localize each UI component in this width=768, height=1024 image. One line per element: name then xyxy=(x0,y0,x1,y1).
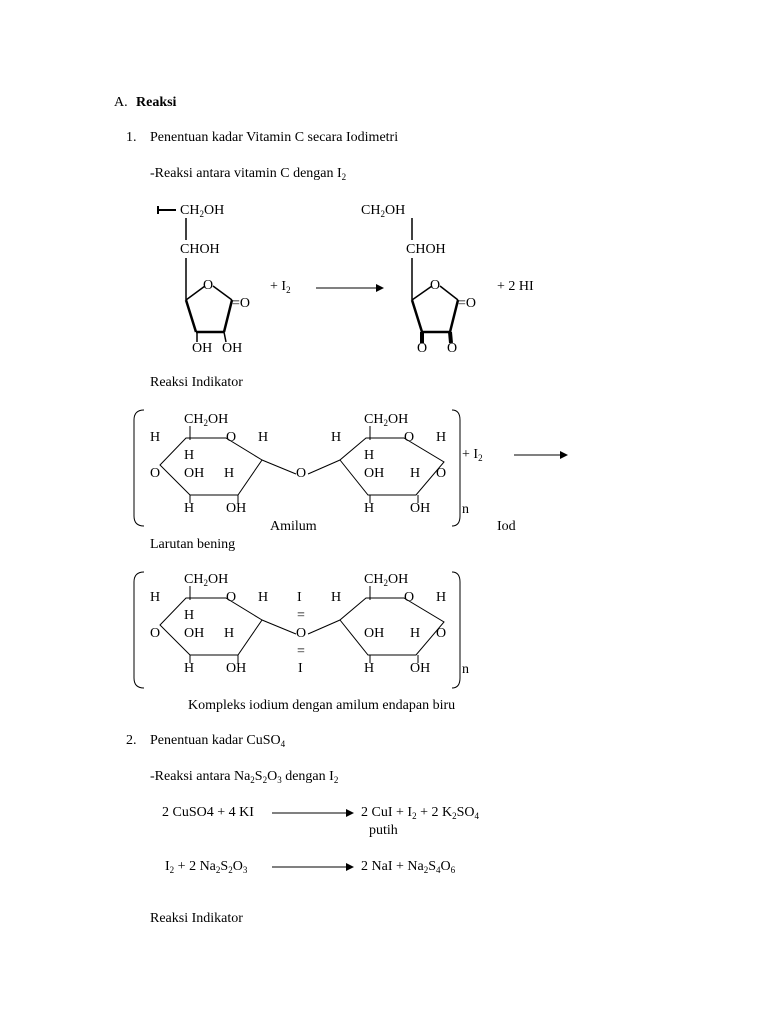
larutan-bening-label: Larutan bening xyxy=(150,537,236,552)
amilum-oh: OH xyxy=(184,466,205,481)
amilum-ring-o: O xyxy=(404,430,415,445)
amilum-oh: OH xyxy=(226,501,247,516)
reactant-ring-oxygen: O xyxy=(203,278,214,293)
amilum-bridge-o: O xyxy=(296,466,307,481)
product-carbonyl-oxygen: =O xyxy=(458,296,477,311)
complex-h: H xyxy=(258,590,269,605)
complex-ch2oh-left: $CH_2OH$ xyxy=(184,572,229,588)
item1-number: 1. xyxy=(126,130,137,145)
amilum-h: H xyxy=(150,430,161,445)
amilum-h: H xyxy=(364,448,375,463)
product-keto-oxygen-2: O xyxy=(447,341,458,356)
complex-ch2oh-right: $CH_2OH$ xyxy=(364,572,409,588)
complex-h: H xyxy=(331,590,342,605)
eq1-right: 2 CuI + $I_2 + 2$ $K_2SO_4$ xyxy=(361,805,479,821)
complex-o: O xyxy=(150,626,161,641)
item1-reaction-caption: -Reaksi antara vitamin C dengan $I_2$ xyxy=(150,166,347,182)
complex-h: H xyxy=(224,626,235,641)
complex-iodine-bottom: I xyxy=(298,661,303,676)
complex-eq-bottom: = xyxy=(297,644,305,659)
complex-repeat-n: n xyxy=(462,662,469,677)
complex-h: H xyxy=(436,590,447,605)
plus-hydrogen-iodide-label: + 2 HI xyxy=(497,279,534,294)
complex-oh: OH xyxy=(226,661,247,676)
amilum-o: O xyxy=(436,466,447,481)
amilum-h: H xyxy=(410,466,421,481)
indicator-title-1: Reaksi Indikator xyxy=(150,375,243,390)
amilum-ch2oh-right: $CH_2OH$ xyxy=(364,412,409,428)
plus-iodine-label: + $I_2$ xyxy=(270,279,291,295)
amilum-h: H xyxy=(184,501,195,516)
complex-h: H xyxy=(150,590,161,605)
amilum-h: H xyxy=(258,430,269,445)
product-ch2oh-label: $CH_2OH$ xyxy=(361,203,406,219)
complex-eq-top: = xyxy=(297,608,305,623)
item1-title: Penentuan kadar Vitamin C secara Iodimetri xyxy=(150,130,399,145)
complex-h: H xyxy=(184,661,195,676)
eq1-note: putih xyxy=(369,823,398,838)
item2-number: 2. xyxy=(126,733,137,748)
complex-ring-o: O xyxy=(404,590,415,605)
amilum-ring-o: O xyxy=(226,430,237,445)
amilum-h: H xyxy=(184,448,195,463)
complex-caption: Kompleks iodium dengan amilum endapan biru xyxy=(188,698,456,713)
complex-h: H xyxy=(410,626,421,641)
complex-oh: OH xyxy=(410,661,431,676)
amilum-h: H xyxy=(364,501,375,516)
amilum-repeat-n: n xyxy=(462,502,469,517)
product-ring-oxygen: O xyxy=(430,278,441,293)
complex-bridge-o: O xyxy=(296,626,307,641)
complex-h: H xyxy=(364,661,375,676)
amilum-oh: OH xyxy=(410,501,431,516)
reactant-hydroxyl-2: OH xyxy=(222,341,243,356)
section-title: Reaksi xyxy=(136,95,177,110)
complex-o: O xyxy=(436,626,447,641)
item2-reaction-caption: -Reaksi antara $Na_2S_2O_3$ dengan $I_2$ xyxy=(150,769,339,785)
reactant-ch2oh-label: $CH_2OH$ xyxy=(180,203,225,219)
amilum-ch2oh-left: $CH_2OH$ xyxy=(184,412,229,428)
item2-title: Penentuan kadar CuSO$_4$ xyxy=(150,733,286,749)
amilum-plus-iodine: + $I_2$ xyxy=(462,447,483,463)
indicator-title-2: Reaksi Indikator xyxy=(150,911,243,926)
product-choh-label: CHOH xyxy=(406,242,446,257)
complex-iodine-top: I xyxy=(297,590,302,605)
eq2-left: $I_2 + 2$ $Na_2S_2O_3$ xyxy=(165,859,248,875)
amilum-h: H xyxy=(331,430,342,445)
iod-label: Iod xyxy=(497,519,516,534)
complex-oh: OH xyxy=(364,626,385,641)
eq2-right: 2 NaI + $Na_2S_4O_6$ xyxy=(361,859,456,875)
amilum-h: H xyxy=(436,430,447,445)
reactant-hydroxyl-1: OH xyxy=(192,341,213,356)
amilum-h: H xyxy=(224,466,235,481)
eq1-left: 2 CuSO4 + 4 KI xyxy=(162,805,254,820)
product-keto-oxygen-1: O xyxy=(417,341,428,356)
complex-oh: OH xyxy=(184,626,205,641)
reactant-choh-label: CHOH xyxy=(180,242,220,257)
complex-h: H xyxy=(184,608,195,623)
amilum-o: O xyxy=(150,466,161,481)
section-letter: A. xyxy=(114,95,128,110)
amilum-label: Amilum xyxy=(270,519,317,534)
complex-ring-o: O xyxy=(226,590,237,605)
amilum-oh: OH xyxy=(364,466,385,481)
reactant-carbonyl-oxygen: =O xyxy=(232,296,251,311)
